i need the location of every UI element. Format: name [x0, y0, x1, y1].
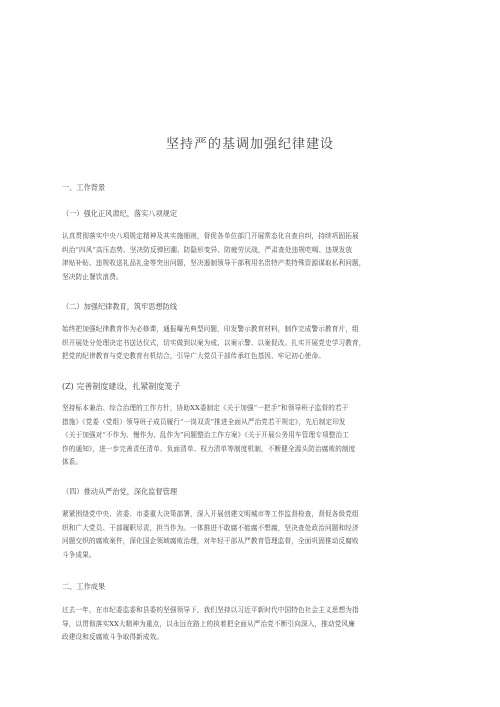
paragraph-line: 问题交织的腐败案件，深化国企领域腐败治理，对年轻干部从严教育管理监督，全面巩固推动反腐败	[62, 537, 359, 545]
paragraph-line: 织和广大党员、干部履职尽责，担当作为。一体推进不敢腐不能腐不想腐，坚决查处政治问题和经济	[62, 523, 359, 532]
paragraph-line: 坚决防止餐饮浪费。	[62, 272, 123, 281]
subsection-heading-4: （四）推动从严治党，深化监督管理	[62, 487, 178, 496]
paragraph-line: 紧紧围绕党中央、省委、市委重大决策部署，深入开展创建文明城市等工作监督检查，督促各级党组	[62, 510, 359, 518]
paragraph-line: 把党的纪律教育与党史教育有机结合，引导广大党员干部传承红色基因、牢记初心使命。	[62, 352, 326, 360]
paragraph-line: 过去一年，在市纪委监委和县委的坚强领导下，我们坚持以习近平新时代中国特色社会主义思想为指	[62, 606, 359, 614]
subsection-heading-3: (Z) 完善制度建设，扎紧制度笼子	[62, 382, 181, 391]
paragraph-line: 体系。	[62, 458, 83, 466]
paragraph-line: 作的通知》，进一步完善责任清单、负面清单、权力清单等制度机制，不断健全源头防治腐败的制度	[62, 444, 356, 453]
paragraph-2	[62, 323, 442, 364]
paragraph-3	[62, 402, 442, 470]
paragraph-line: 津贴补贴、违规收送礼品礼金等突出问题，坚决遏制领导干部利用名贵特产类特殊资源谋取私利问题，	[62, 259, 366, 267]
paragraph-line: 织开展处分处理决定书送达仪式，切实做到以案为戒、以案示警、以案促改。扎实开展党史学习教育，	[62, 338, 366, 347]
paragraph-line: 纠治“四风”高压态势。坚决防反弹回潮、防隐形变异、防疲劳厌战，严肃查处违规吃喝、违规发放	[62, 245, 353, 254]
paragraph-1	[62, 230, 442, 284]
paragraph-line: 坚持标本兼治、综合治理的工作方针，协助XX委制定《关于加强“一把手”和领导班子监督的若干	[62, 404, 349, 412]
paragraph-line: 始终把加强纪律教育作为必修课，通报曝光典型问题，印发警示教育材料，制作完成警示教育片，组	[62, 325, 359, 333]
paragraph-line: 认真贯彻落实中央八项规定精神及其实施细则，督促各单位部门开展常态化自查自纠，持续巩固拓展	[62, 232, 359, 240]
paragraph-5	[62, 604, 442, 645]
paragraph-line: 导，以贯彻落实XX大精神为重点，以永远在路上的执着把全面从严治党不断引向深入，推动党风廉	[62, 619, 355, 628]
section-heading-results: 二、工作成果	[62, 582, 106, 591]
section-heading-background: 一、工作背景	[62, 183, 106, 192]
paragraph-4	[62, 508, 442, 562]
subsection-heading-1: （一）强化正风肃纪，落实八项规定	[62, 209, 178, 218]
subsection-heading-2: （二）加强纪律教育，筑牢思想防线	[62, 302, 178, 311]
document-title: 坚持严的基调加强纪律建设	[165, 137, 334, 152]
paragraph-line: 斗争成果。	[62, 550, 96, 559]
paragraph-line: 《关于加强对“不作为、慢作为、乱作为”问题整治工作方案》《关于开展公务用车管理专项整治工	[62, 431, 349, 439]
paragraph-line: 措施》《党委（党组）领导班子成员履行“一岗双责”推进全面从严治党若干规定》，先后制定印发	[62, 417, 346, 426]
paragraph-line: 政建设和反腐败斗争取得新成效。	[62, 633, 164, 641]
